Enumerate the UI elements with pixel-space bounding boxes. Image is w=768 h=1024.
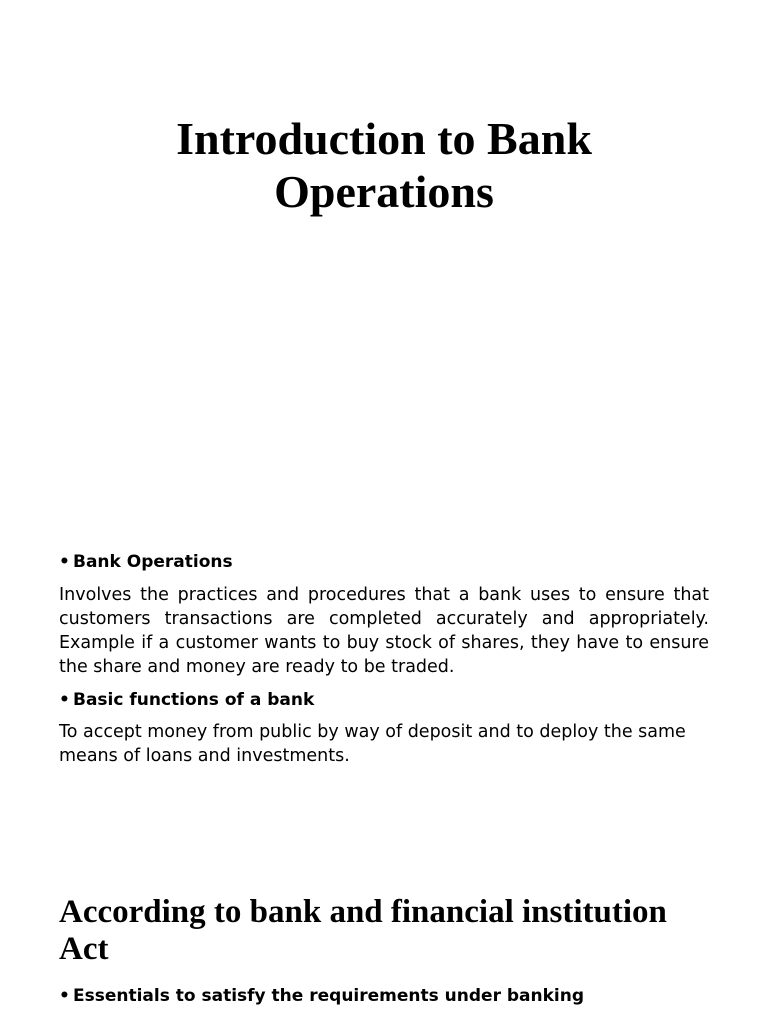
section-heading-line-1: According to bank and financial institution (59, 894, 667, 930)
slide-title-line-2: Operations (274, 166, 494, 217)
paragraph-bank-operations: Involves the practices and procedures that a bank uses to ensure that customers transactions are completed accurately and appropriately. Example if a customer wants to buy stock of shares, they have to ensure the share and money are ready to be traded. (59, 585, 709, 677)
bank-operations-section (59, 550, 709, 574)
bullet-label: Essentials to satisfy the requirements under banking (73, 986, 585, 1006)
basic-functions-description (59, 720, 709, 768)
section-heading-line-2: Act (59, 931, 109, 967)
bullet-bank-operations (59, 550, 709, 574)
slide-title-line-1: Introduction to Bank (176, 113, 592, 164)
bullet-essentials (59, 984, 739, 1008)
bullet-label: Bank Operations (73, 552, 233, 572)
bullet-icon: • (59, 986, 70, 1006)
bullet-basic-functions (59, 688, 709, 712)
slide-title (0, 112, 768, 218)
bullet-label: Basic functions of a bank (73, 690, 315, 710)
bullet-icon: • (59, 552, 70, 572)
basic-functions-section (59, 688, 709, 712)
paragraph-basic-functions: To accept money from public by way of deposit and to deploy the same means of loans and investments. (59, 722, 686, 766)
section-heading (59, 894, 739, 968)
bank-operations-description (59, 583, 709, 679)
essentials-section (59, 984, 739, 1008)
bullet-icon: • (59, 690, 70, 710)
